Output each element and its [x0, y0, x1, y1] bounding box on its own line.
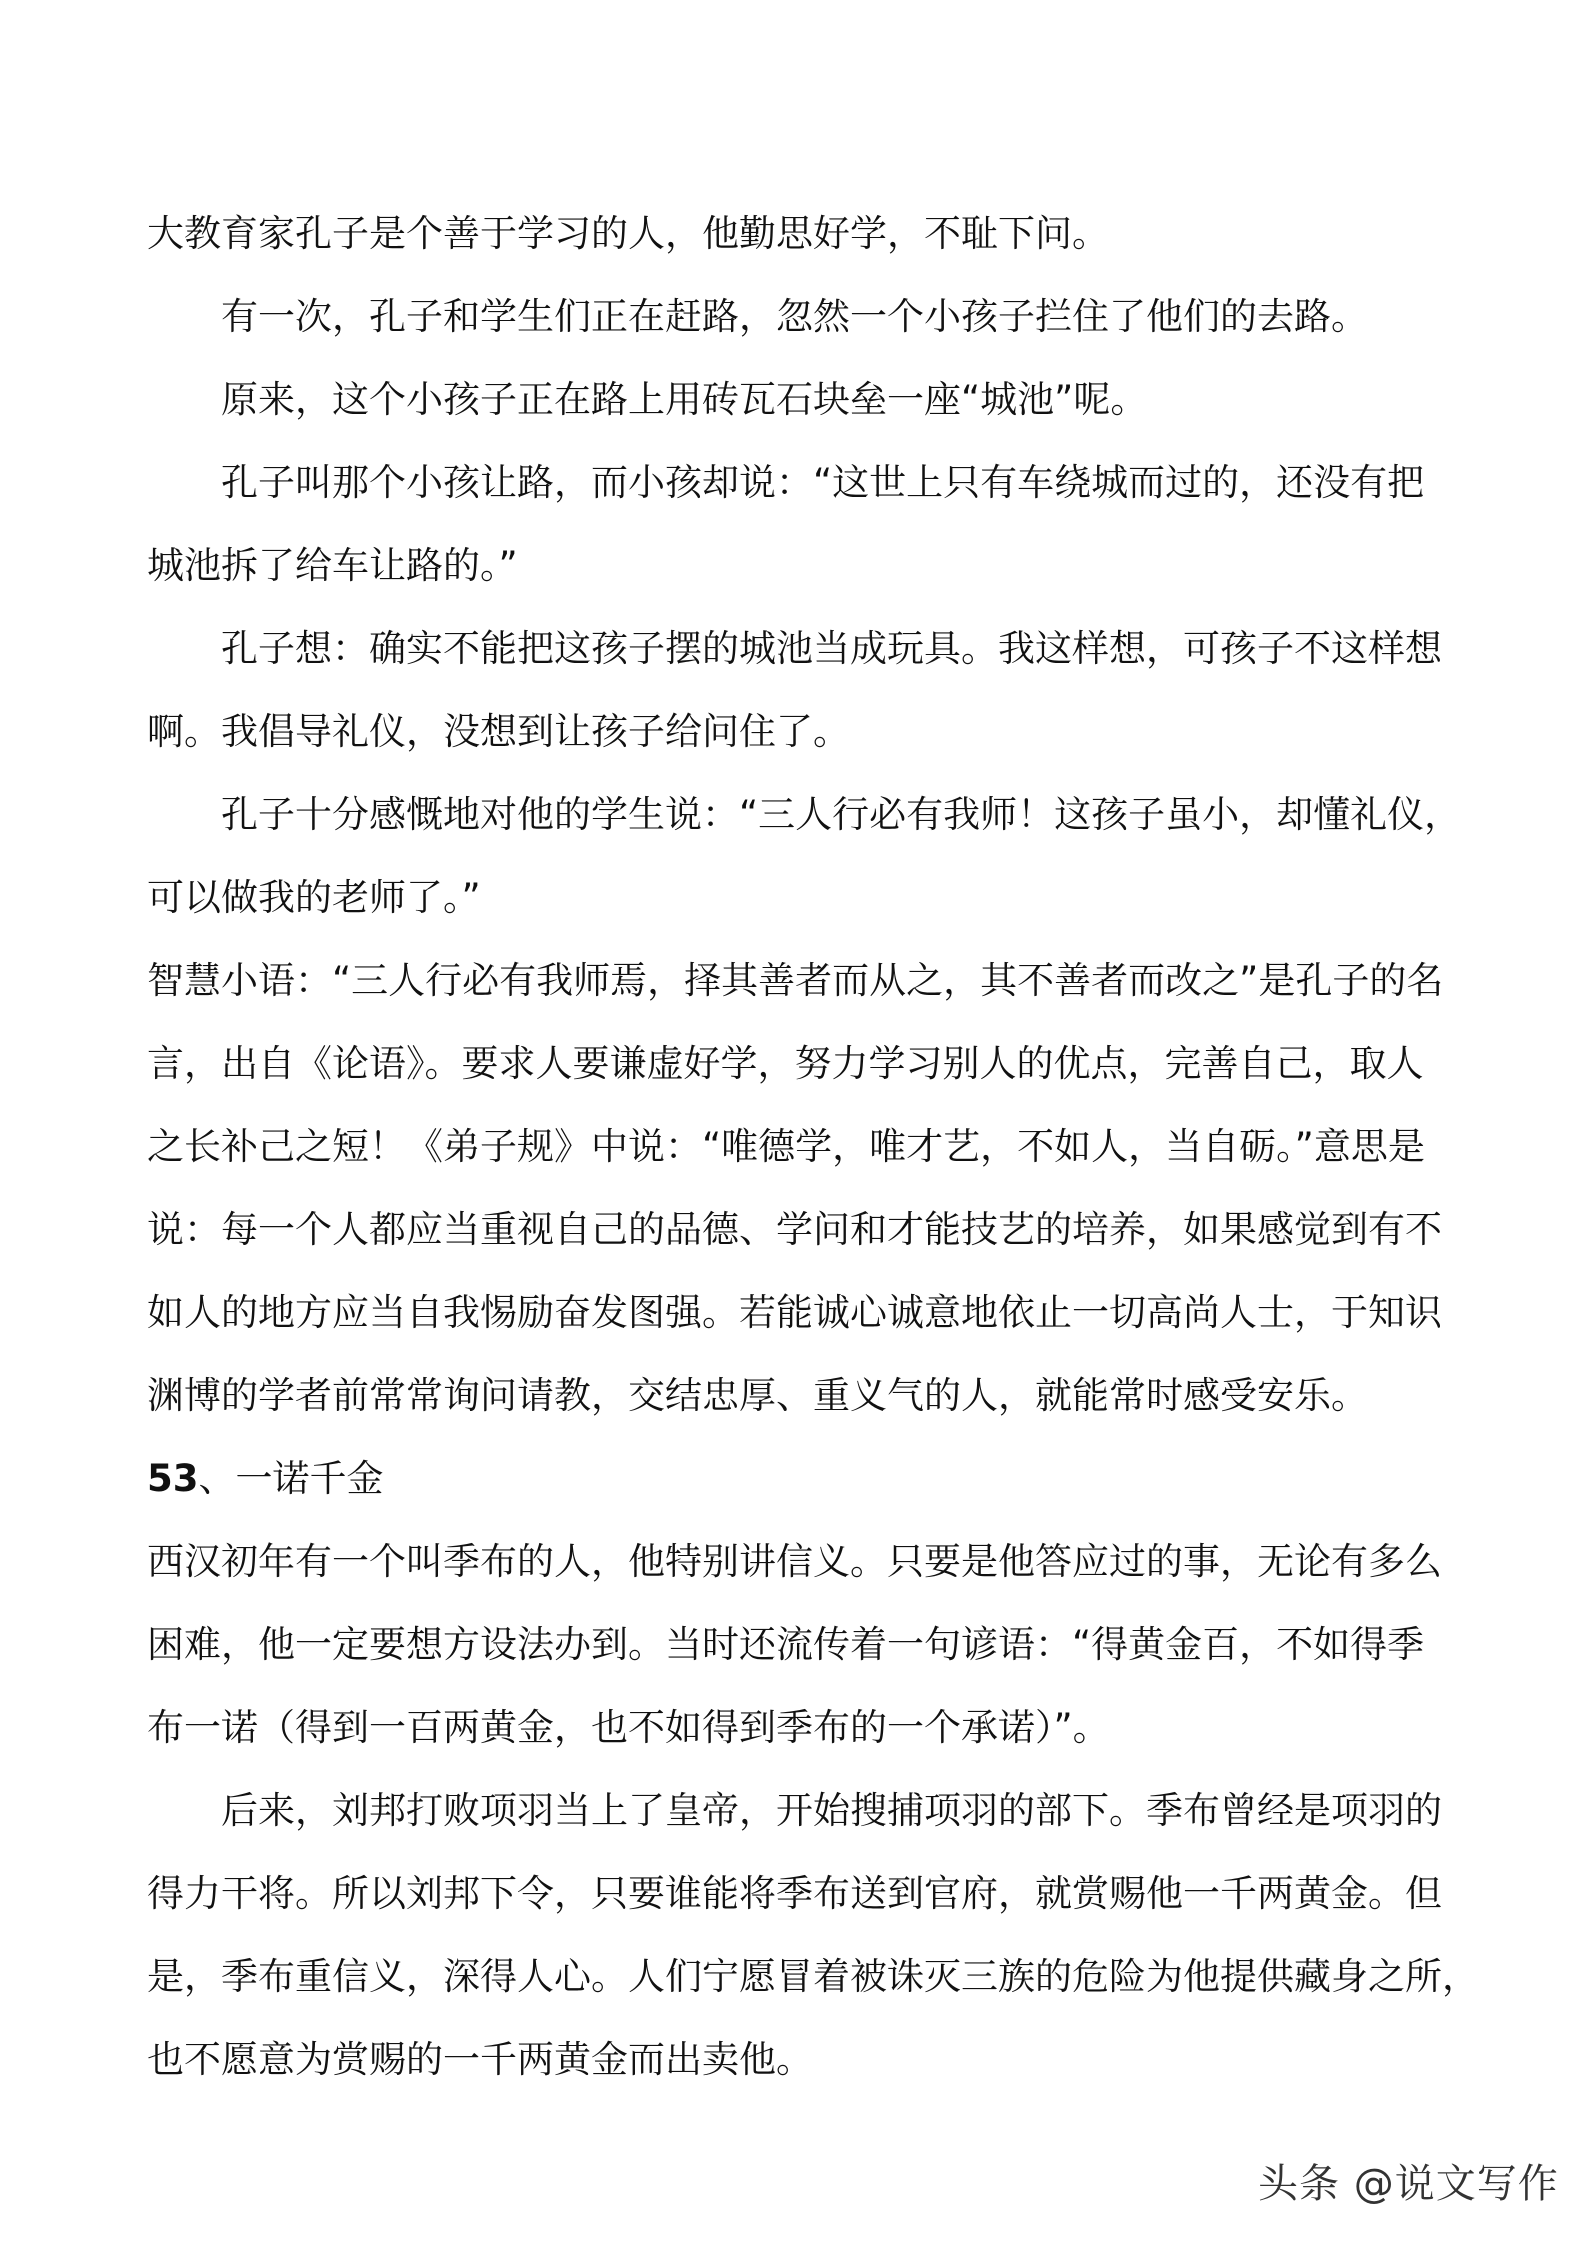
text-line: 可以做我的老师了。” [147, 876, 481, 919]
text-line: 孔子叫那个小孩让路，而小孩却说：“这世上只有车绕城而过的，还没有把 [221, 461, 1425, 504]
paragraph [147, 1520, 1447, 1769]
text-line: 原来，这个小孩子正在路上用砖瓦石块垒一座“城池”呢。 [221, 378, 1148, 421]
text-line: 城池拆了给车让路的。” [147, 544, 518, 587]
paragraph [147, 1769, 1479, 2101]
text-line: 后来，刘邦打败项羽当上了皇帝，开始搜捕项羽的部下。季布曾经是项羽的 [221, 1789, 1442, 1832]
text-line: 说：每一个人都应当重视自己的品德、学问和才能技艺的培养，如果感觉到有不 [147, 1208, 1442, 1251]
paragraph [147, 358, 1447, 441]
text-line: 言，出自《论语》。要求人要谦虚好学，努力学习别人的优点，完善自己，取人 [147, 1042, 1424, 1085]
text-line: 孔子想：确实不能把这孩子摆的城池当成玩具。我这样想，可孩子不这样想 [221, 627, 1442, 670]
text-line: 如人的地方应当自我惕励奋发图强。若能诚心诚意地依止一切高尚人士，于知识 [147, 1291, 1442, 1334]
text-line [147, 1437, 1447, 1520]
text-line: 渊博的学者前常常询问请教，交结忠厚、重义气的人，就能常时感受安乐。 [147, 1374, 1368, 1417]
text-line: 困难，他一定要想方设法办到。当时还流传着一句谚语：“得黄金百，不如得季 [147, 1623, 1425, 1666]
text-line: 之长补己之短！《弟子规》中说：“唯德学，唯才艺，不如人，当自砺。”意思是 [147, 1125, 1425, 1168]
paragraph [147, 192, 1447, 275]
paragraph [147, 441, 1447, 607]
text-line: 是，季布重信义，深得人心。人们宁愿冒着被诛灭三族的危险为他提供藏身之所， [147, 1955, 1479, 1998]
text-line: 大教育家孔子是个善于学习的人，他勤思好学，不耻下问。 [147, 212, 1109, 255]
section-title: 、一诺千金 [198, 1457, 384, 1500]
text-line: 也不愿意为赏赐的一千两黄金而出卖他。 [147, 2038, 813, 2081]
section-number: 53 [147, 1457, 199, 1500]
paragraph [147, 607, 1447, 773]
section-heading [147, 1437, 1447, 1520]
text-line: 布一诺（得到一百两黄金，也不如得到季布的一个承诺）”。 [147, 1706, 1110, 1749]
text-line: 智慧小语：“三人行必有我师焉，择其善者而从之，其不善者而改之”是孔子的名 [147, 959, 1444, 1002]
watermark: 头条 @说文写作 [1258, 2161, 1559, 2207]
paragraph [147, 939, 1447, 1437]
document-body [147, 192, 1479, 2101]
text-line: 有一次，孔子和学生们正在赶路，忽然一个小孩子拦住了他们的去路。 [221, 295, 1368, 338]
paragraph [147, 275, 1447, 358]
text-line: 西汉初年有一个叫季布的人，他特别讲信义。只要是他答应过的事，无论有多么 [147, 1540, 1442, 1583]
paragraph [147, 773, 1462, 939]
text-line: 啊。我倡导礼仪，没想到让孩子给问住了。 [147, 710, 850, 753]
text-line: 得力干将。所以刘邦下令，只要谁能将季布送到官府，就赏赐他一千两黄金。但 [147, 1872, 1442, 1915]
text-line: 孔子十分感慨地对他的学生说：“三人行必有我师！这孩子虽小，却懂礼仪， [221, 793, 1462, 836]
